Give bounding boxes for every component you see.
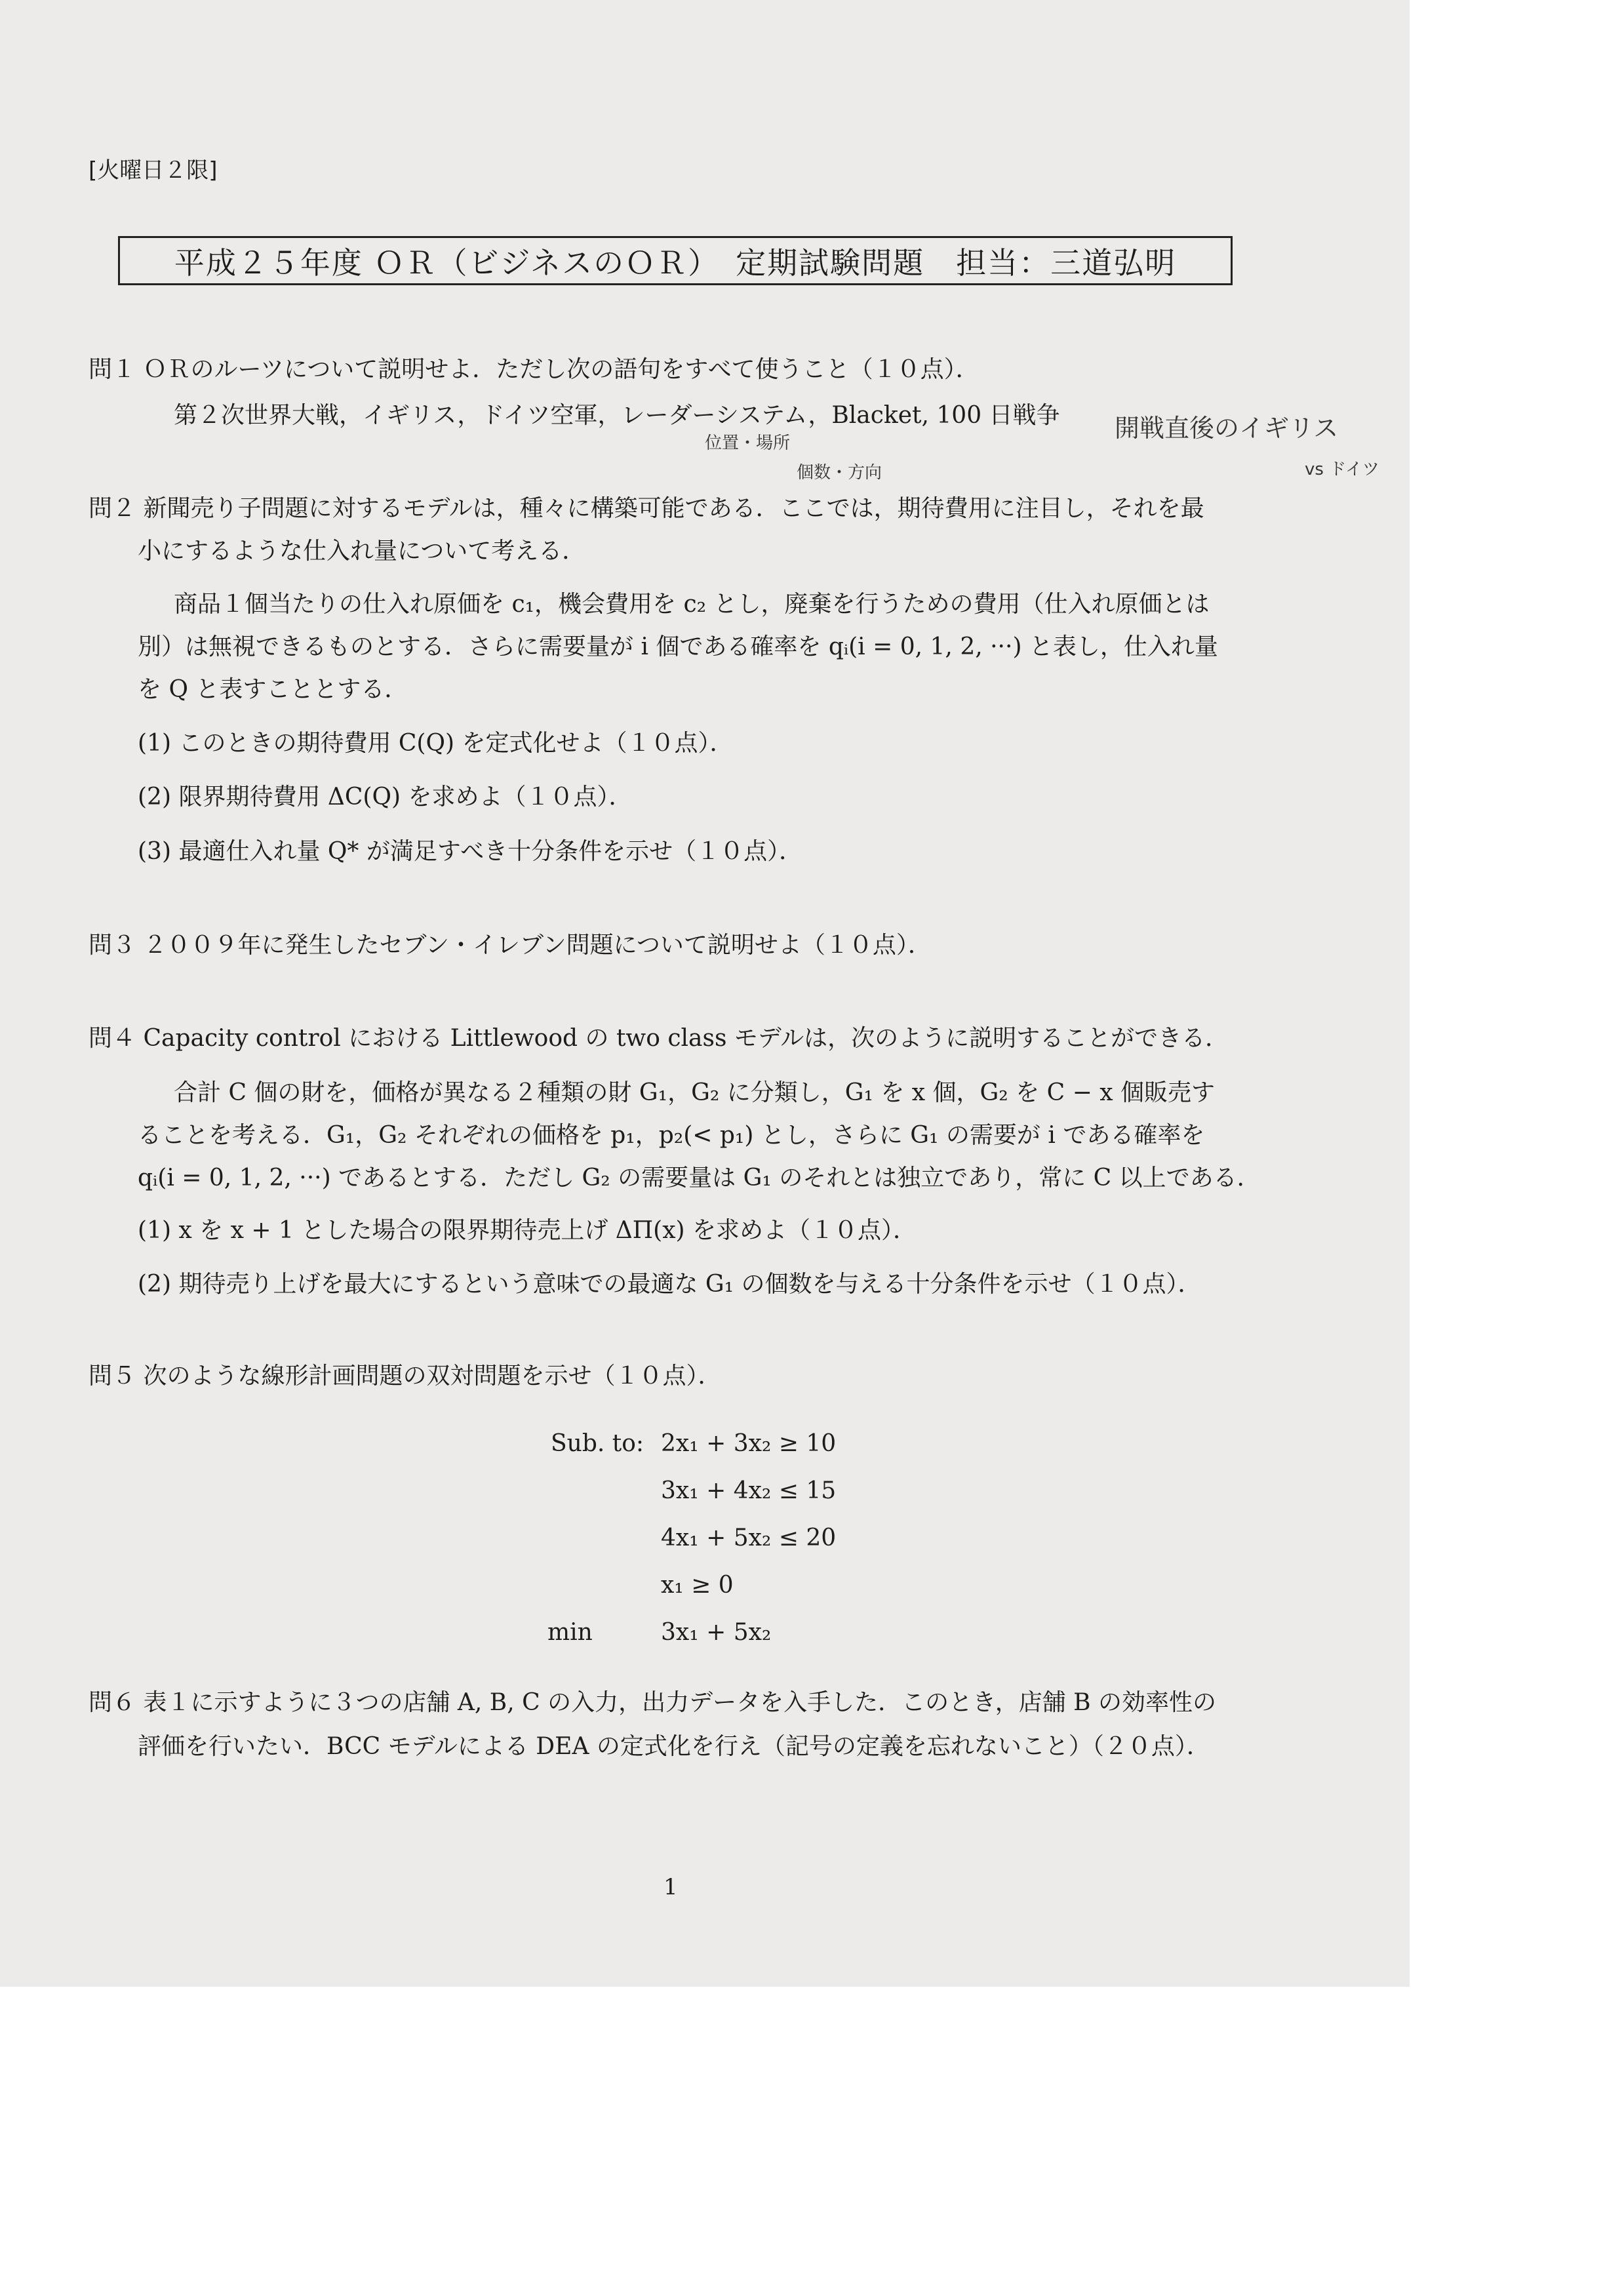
question-number: 問５: [89, 1363, 136, 1389]
exam-title: 平成２５年度 ＯＲ（ビジネスのＯＲ） 定期試験問題 担当：三道弘明: [118, 236, 1233, 285]
constraint: 2x₁ + 3x₂ ≥ 10: [661, 1430, 837, 1457]
question-2-paragraph: 別）は無視できるものとする．さらに需要量が i 個である確率を qᵢ(i = 0, 1, 2, ···) と表し，仕入れ量: [138, 633, 1218, 660]
question-text: ２００９年に発生したセブン・イレブン問題について説明せよ（１０点）．: [143, 932, 932, 959]
constraint: 3x₁ + 4x₂ ≤ 15: [661, 1477, 837, 1504]
question-text: 表１に示すように３つの店舗 A, B, C の入力，出力データを入手した．このとき，店舗 B の効率性の: [143, 1689, 1217, 1716]
question-5: [89, 1361, 721, 1392]
constraint: x₁ ≥ 0: [661, 1572, 734, 1599]
question-number: 問４: [89, 1025, 136, 1052]
question-6: [89, 1687, 1216, 1719]
question-6-line: 評価を行いたい．BCC モデルによる DEA の定式化を行え（記号の定義を忘れないこと）（２０点）．: [138, 1733, 1210, 1760]
question-4-paragraph: ることを考える．G₁，G₂ それぞれの価格を p₁，p₂(< p₁) とし，さらに G₁ の需要が i である確率を: [138, 1122, 1205, 1149]
question-1-terms: 第２次世界大戦，イギリス，ドイツ空軍，レーダーシステム，Blacket, 100 日戦争: [174, 402, 1060, 429]
question-4-paragraph: 合計 C 個の財を，価格が異なる２種類の財 G₁，G₂ に分類し，G₁ を x 個，G₂ を C − x 個販売す: [174, 1079, 1215, 1106]
question-4: [89, 1023, 1229, 1054]
handwritten-note: 個数・方向: [797, 463, 882, 483]
question-number: 問２: [89, 495, 136, 522]
sub-question: (2) 限界期待費用 ΔC(Q) を求めよ（１０点）．: [138, 784, 633, 810]
question-number: 問３: [89, 932, 136, 959]
sub-question: (1) このときの期待費用 C(Q) を定式化せよ（１０点）．: [138, 730, 734, 757]
handwritten-note: 位置・場所: [705, 433, 791, 453]
question-2: [89, 493, 1204, 525]
question-number: 問６: [89, 1689, 136, 1716]
session-label: [火曜日２限]: [89, 157, 218, 184]
question-2-paragraph: を Q と表すこととする．: [138, 676, 408, 703]
objective: 3x₁ + 5x₂: [661, 1619, 772, 1646]
question-2-paragraph: 商品１個当たりの仕入れ原価を c₁，機会費用を c₂ とし，廃棄を行うための費用（仕入れ原価とは: [174, 591, 1210, 618]
page-number: 1: [663, 1874, 678, 1900]
sub-question: (1) x を x + 1 とした場合の限界期待売上げ ΔΠ(x) を求めよ（１０点）．: [138, 1217, 917, 1244]
question-3: [89, 930, 932, 961]
handwritten-note: vs ドイツ: [1305, 460, 1379, 479]
question-text: 次のような線形計画問題の双対問題を示せ（１０点）．: [143, 1363, 722, 1389]
constraint: 4x₁ + 5x₂ ≤ 20: [661, 1525, 837, 1551]
min-label: min: [547, 1619, 593, 1646]
question-1: [89, 354, 980, 386]
question-number: 問１: [89, 356, 136, 383]
sub-question: (3) 最適仕入れ量 Q* が満足すべき十分条件を示せ（１０点）．: [138, 838, 803, 865]
handwritten-note: 開戦直後のイギリス: [1115, 414, 1339, 443]
question-text: 新聞売り子問題に対するモデルは，種々に構築可能である．ここでは，期待費用に注目し，それを最: [143, 495, 1204, 522]
question-4-paragraph: qᵢ(i = 0, 1, 2, ···) であるとする．ただし G₂ の需要量は G₁ のそれとは独立であり，常に C 以上である．: [138, 1165, 1261, 1191]
question-text: Capacity control における Littlewood の two class モデルは，次のように説明することができる．: [143, 1025, 1229, 1052]
sub-question: (2) 期待売り上げを最大にするという意味での最適な G₁ の個数を与える十分条件を示せ（１０点）．: [138, 1271, 1202, 1298]
question-2-line: 小にするような仕入れ量について考える．: [138, 538, 586, 565]
subject-to-label: Sub. to:: [551, 1430, 644, 1457]
question-text: ＯＲのルーツについて説明せよ．ただし次の語句をすべて使うこと（１０点）．: [143, 356, 980, 383]
